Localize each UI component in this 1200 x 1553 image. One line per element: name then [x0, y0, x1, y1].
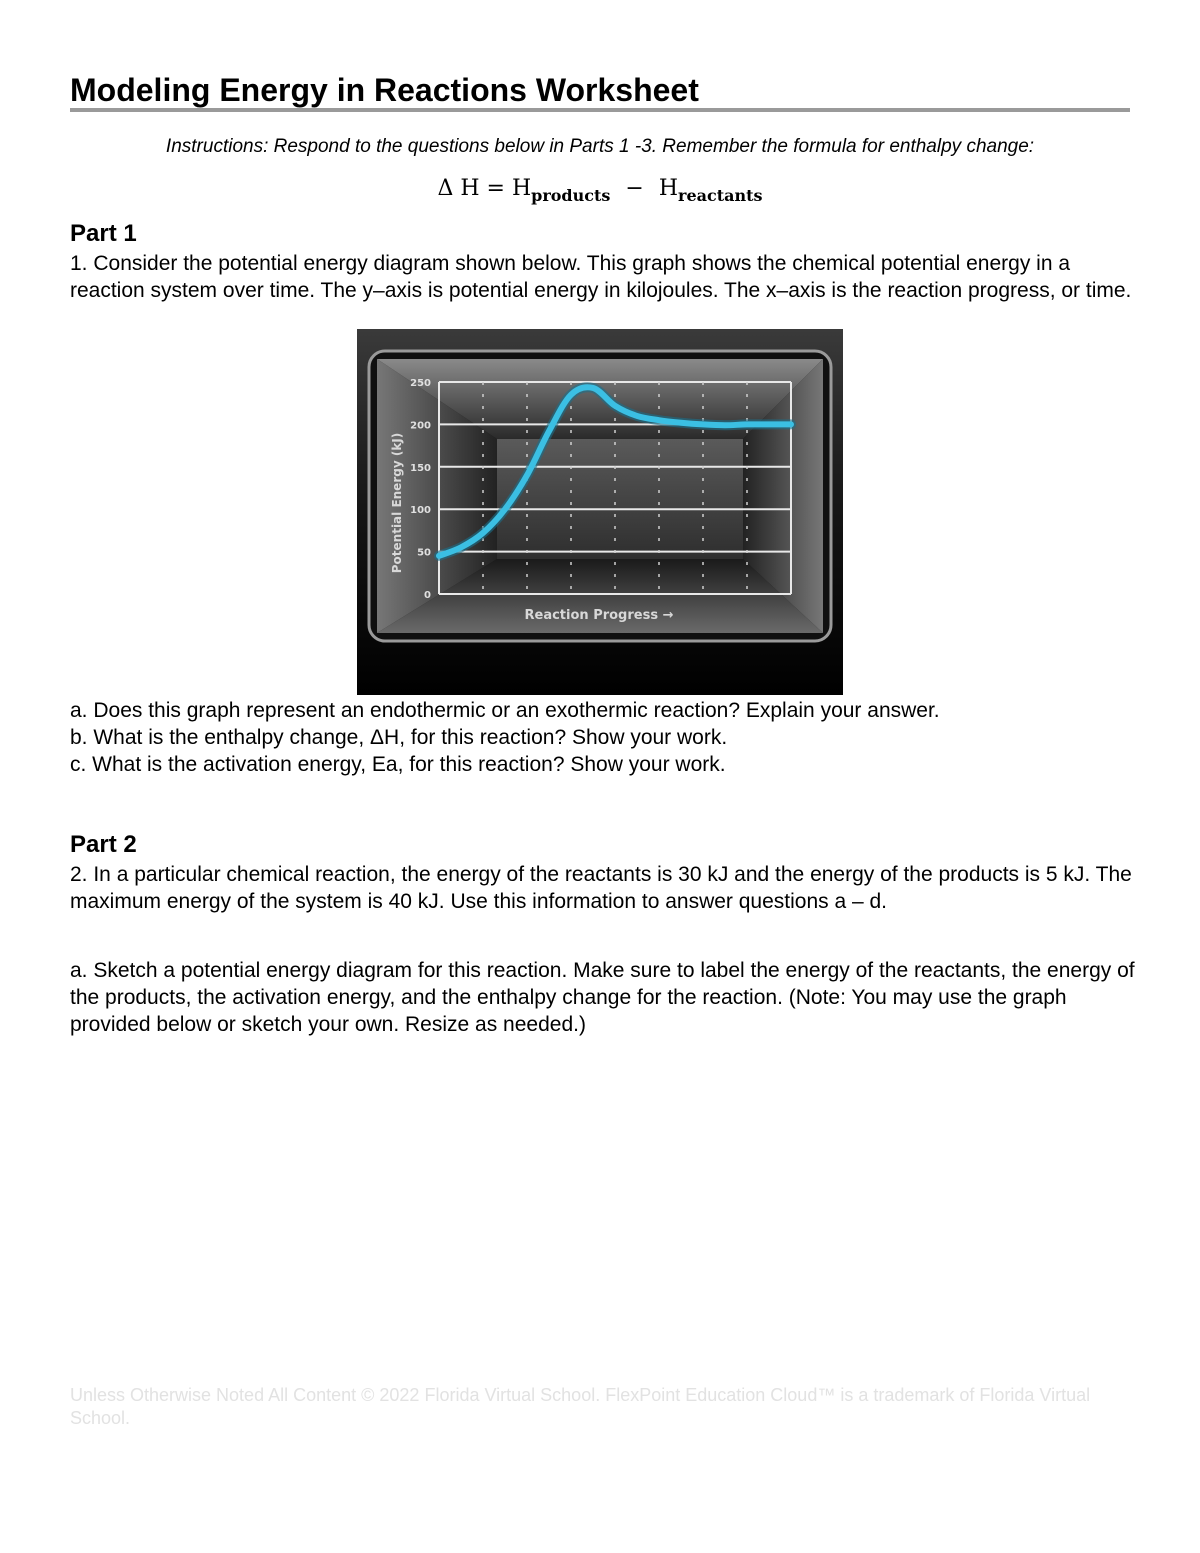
part1-heading: Part 1 — [70, 220, 137, 247]
enthalpy-formula — [0, 172, 1200, 213]
formula-h-products: H — [511, 176, 532, 201]
part1-question-c: c. What is the activation energy, Ea, for this reaction? Show your work. — [70, 753, 726, 776]
y-tick-label: 200 — [410, 420, 431, 432]
copyright-footer: Unless Otherwise Noted All Content © 2022 Florida Virtual School. FlexPoint Education Cloud™ is a trademark of Florida Virtual School. — [70, 1385, 1091, 1428]
y-axis-label: Potential Energy (kJ) — [390, 432, 404, 574]
instructions: Instructions: Respond to the questions below in Parts 1 -3. Remember the formula for enthalpy change: — [165, 136, 1035, 157]
y-tick-label: 100 — [410, 505, 431, 517]
chart-svg — [357, 329, 843, 695]
formula-minus: − — [625, 176, 644, 201]
title-divider — [70, 108, 1130, 112]
part2-heading: Part 2 — [70, 831, 137, 858]
formula-products-subscript: products — [531, 186, 611, 205]
potential-energy-chart — [357, 329, 843, 695]
y-tick-label: 150 — [410, 462, 431, 474]
part2-question-a: a. Sketch a potential energy diagram for this reaction. Make sure to label the energy of the reactants, the energy of the products, the activation energy, and the enthalpy change for the reaction. (Note: You may use the graph provided below or sketch your own. Resize as needed.) — [70, 959, 1135, 1036]
part1-question-b: b. What is the enthalpy change, ΔH, for this reaction? Show your work. — [70, 726, 728, 749]
part1-question: 1. Consider the potential energy diagram shown below. This graph shows the chemical potential energy in a reaction system over time. The y–axis is potential energy in kilojoules. The x–axis is the reaction progress, or time. — [70, 252, 1132, 302]
formula-reactants-subscript: reactants — [678, 186, 763, 205]
y-tick-label: 250 — [410, 378, 431, 389]
y-tick-label: 0 — [424, 590, 431, 601]
formula-h-reactants: H — [658, 176, 679, 201]
page-title: Modeling Energy in Reactions Worksheet — [70, 72, 699, 108]
x-axis-label: Reaction Progress → — [524, 608, 674, 623]
part1-question-a: a. Does this graph represent an endothermic or an exothermic reaction? Explain your answer. — [70, 699, 940, 722]
part2-question: 2. In a particular chemical reaction, the energy of the reactants is 30 kJ and the energy of the products is 5 kJ. The maximum energy of the system is 40 kJ. Use this information to answer questions a – d. — [70, 863, 1132, 913]
y-tick-label: 50 — [417, 547, 431, 559]
formula-lhs: Δ H = — [437, 176, 505, 201]
